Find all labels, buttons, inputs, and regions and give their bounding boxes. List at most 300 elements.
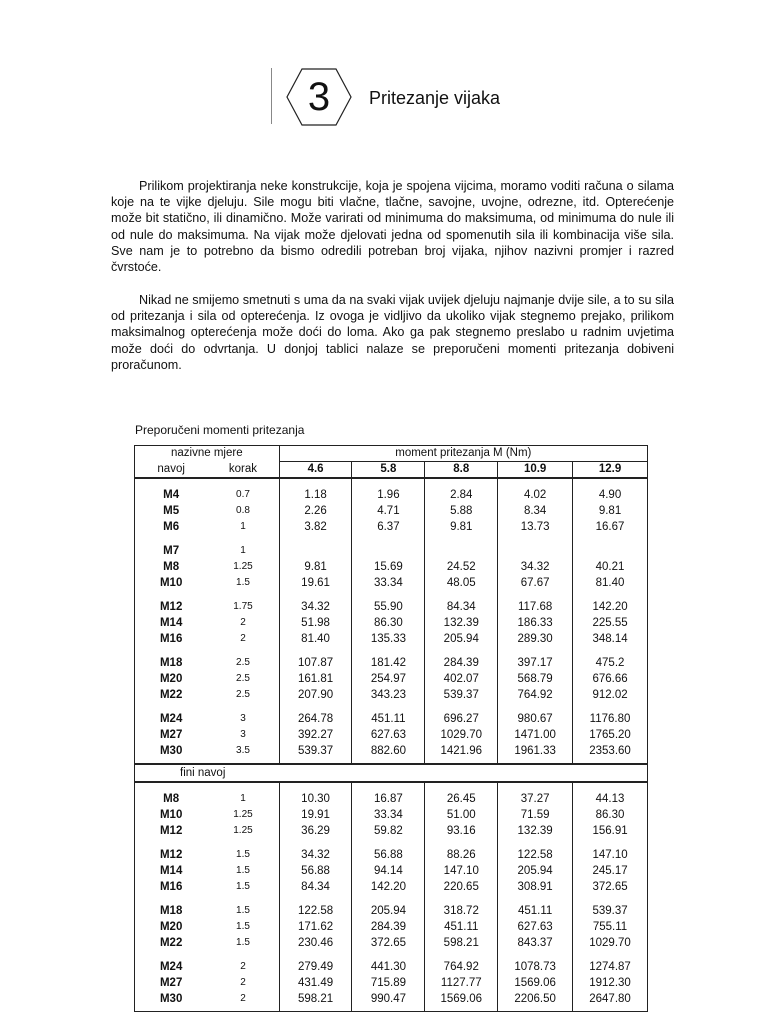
- torque-value: 181.42: [352, 655, 425, 671]
- thread-pitch: 1: [240, 545, 246, 556]
- torque-value: 4.02: [498, 487, 573, 503]
- gap-cell: [279, 1007, 352, 1012]
- thread-pitch: 1.5: [236, 905, 250, 916]
- torque-value: 94.14: [352, 863, 425, 879]
- torque-value: 696.27: [425, 711, 498, 727]
- group-gap: [135, 951, 648, 959]
- torque-value: 1127.77: [425, 975, 498, 991]
- torque-value: 51.00: [425, 807, 498, 823]
- table-row: [135, 743, 648, 759]
- thread-size: M8: [163, 561, 180, 573]
- torque-value: 142.20: [352, 879, 425, 895]
- torque-value: 284.39: [352, 919, 425, 935]
- torque-value: 88.26: [425, 847, 498, 863]
- torque-value: 171.62: [279, 919, 352, 935]
- thread-size: M14: [159, 865, 183, 877]
- torque-value: 81.40: [573, 575, 648, 591]
- torque-value: 764.92: [425, 959, 498, 975]
- torque-value: 81.40: [279, 631, 352, 647]
- chapter-number: 3: [307, 75, 331, 119]
- torque-value: 36.29: [279, 823, 352, 839]
- table-row: [135, 823, 648, 839]
- table-row: [135, 863, 648, 879]
- torque-value: 1912.30: [573, 975, 648, 991]
- gap-cell: [425, 535, 498, 543]
- thread-size: M22: [159, 689, 183, 701]
- gap-cell: [425, 591, 498, 599]
- torque-value: 84.34: [425, 599, 498, 615]
- table-row: [135, 959, 648, 975]
- thread-size: M16: [159, 633, 183, 645]
- gap-cell: [573, 1007, 648, 1012]
- torque-value: 990.47: [352, 991, 425, 1007]
- thread-pitch: 1: [240, 521, 246, 532]
- table-row: [135, 903, 648, 919]
- thread-size: M18: [159, 657, 183, 669]
- gap-cell: [425, 703, 498, 711]
- thread-size: M12: [159, 849, 183, 861]
- gap-cell: [279, 535, 352, 543]
- thread-pitch: 2: [240, 633, 246, 644]
- header-class-10.9: 10.9: [498, 462, 573, 479]
- thread-pitch: 2.5: [236, 673, 250, 684]
- torque-value: 980.67: [498, 711, 573, 727]
- gap-cell: [279, 782, 352, 791]
- thread-pitch: 2: [240, 617, 246, 628]
- table-row: [135, 727, 648, 743]
- torque-value: 48.05: [425, 575, 498, 591]
- table-row: [135, 975, 648, 991]
- table-row: [135, 919, 648, 935]
- thread-pitch: 1.25: [233, 809, 253, 820]
- thread-size: M30: [159, 993, 183, 1005]
- torque-value: 1961.33: [498, 743, 573, 759]
- gap-cell: [135, 591, 208, 599]
- torque-value: 71.59: [498, 807, 573, 823]
- group-gap: [135, 478, 648, 487]
- gap-cell: [207, 951, 279, 959]
- gap-cell: [207, 478, 279, 487]
- torque-value: 245.17: [573, 863, 648, 879]
- thread-pitch: 2: [240, 977, 246, 988]
- header-divider: [271, 68, 272, 124]
- torque-value: 1078.73: [498, 959, 573, 975]
- gap-cell: [279, 591, 352, 599]
- paragraph-1: Prilikom projektiranja neke konstrukcije, koja je spojena vijcima, moramo voditi računa o silama koje na te vijke djeluju. Sile mogu biti vlačne, tlačne, savojne, uvojne, odrezne, itd. Opterećenje može bit statično, ili dinamično. Može varirati od minimuma do maksimuma, od minimuma do nule ili od nule do maksimuma. Na vijak može djelovati jedna od spomenutih sila ili kombinacija više sila. Sve nam je to potrebno da bismo odredili potreban broj vijaka, njihov nazivni promjer i razred čvrstoće.: [111, 179, 674, 275]
- gap-cell: [498, 951, 573, 959]
- header-korak: korak: [207, 462, 279, 479]
- table-row: [135, 487, 648, 503]
- torque-value: 34.32: [279, 599, 352, 615]
- thread-pitch: 2: [240, 993, 246, 1004]
- gap-cell: [352, 1007, 425, 1012]
- gap-cell: [498, 839, 573, 847]
- torque-value: 6.37: [352, 519, 425, 535]
- gap-cell: [207, 591, 279, 599]
- torque-value: [279, 543, 352, 559]
- torque-value: 55.90: [352, 599, 425, 615]
- torque-value: 843.37: [498, 935, 573, 951]
- gap-cell: [352, 782, 425, 791]
- gap-cell: [135, 703, 208, 711]
- torque-value: 4.90: [573, 487, 648, 503]
- torque-value: 33.34: [352, 575, 425, 591]
- gap-cell: [573, 647, 648, 655]
- gap-cell: [425, 647, 498, 655]
- gap-cell: [135, 478, 208, 487]
- gap-cell: [498, 895, 573, 903]
- thread-pitch: 1.75: [233, 601, 253, 612]
- table-row: [135, 847, 648, 863]
- torque-value: 451.11: [352, 711, 425, 727]
- thread-pitch: 2.5: [236, 657, 250, 668]
- thread-size: M10: [159, 577, 183, 589]
- group-gap: [135, 895, 648, 903]
- torque-value: 86.30: [352, 615, 425, 631]
- thread-size: M20: [159, 921, 183, 933]
- gap-cell: [498, 647, 573, 655]
- gap-cell: [207, 647, 279, 655]
- torque-value: 1.18: [279, 487, 352, 503]
- torque-value: 10.30: [279, 791, 352, 807]
- table-row: [135, 519, 648, 535]
- thread-size: M7: [163, 545, 180, 557]
- table-row: [135, 711, 648, 727]
- thread-pitch: 1.25: [233, 825, 253, 836]
- table-row: [135, 807, 648, 823]
- torque-value: 220.65: [425, 879, 498, 895]
- torque-value: 230.46: [279, 935, 352, 951]
- gap-cell: [352, 647, 425, 655]
- torque-value: 2206.50: [498, 991, 573, 1007]
- thread-size: M20: [159, 673, 183, 685]
- table-row: [135, 671, 648, 687]
- thread-pitch: 2.5: [236, 689, 250, 700]
- thread-size: M27: [159, 977, 183, 989]
- gap-cell: [425, 895, 498, 903]
- thread-size: M4: [163, 489, 180, 501]
- torque-value: 132.39: [498, 823, 573, 839]
- torque-value: 1274.87: [573, 959, 648, 975]
- torque-value: 475.2: [573, 655, 648, 671]
- torque-value: 2353.60: [573, 743, 648, 759]
- gap-cell: [352, 895, 425, 903]
- torque-value: 598.21: [279, 991, 352, 1007]
- gap-cell: [573, 478, 648, 487]
- table-row: [135, 543, 648, 559]
- gap-cell: [352, 703, 425, 711]
- thread-pitch: 1.5: [236, 881, 250, 892]
- torque-value: 308.91: [498, 879, 573, 895]
- torque-value: 279.49: [279, 959, 352, 975]
- thread-pitch: 2: [240, 961, 246, 972]
- thread-pitch: 1.25: [233, 561, 253, 572]
- gap-cell: [573, 951, 648, 959]
- gap-cell: [279, 703, 352, 711]
- torque-value: 56.88: [352, 847, 425, 863]
- thread-size: M27: [159, 729, 183, 741]
- torque-value: 397.17: [498, 655, 573, 671]
- thread-pitch: 1.5: [236, 577, 250, 588]
- torque-value: 392.27: [279, 727, 352, 743]
- thread-pitch: 1: [240, 793, 246, 804]
- torque-value: 16.87: [352, 791, 425, 807]
- gap-cell: [207, 703, 279, 711]
- torque-value: 4.71: [352, 503, 425, 519]
- torque-value: 289.30: [498, 631, 573, 647]
- chapter-header: [271, 68, 671, 126]
- thread-size: M5: [163, 505, 180, 517]
- table-caption: Preporučeni momenti pritezanja: [135, 423, 305, 437]
- thread-pitch: 0.8: [236, 505, 250, 516]
- torque-value: [573, 543, 648, 559]
- table-row: [135, 791, 648, 807]
- torque-value: 1.96: [352, 487, 425, 503]
- torque-value: 207.90: [279, 687, 352, 703]
- torque-value: [498, 543, 573, 559]
- gap-cell: [207, 1007, 279, 1012]
- torque-value: 135.33: [352, 631, 425, 647]
- thread-size: M10: [159, 809, 183, 821]
- thread-pitch: 1.5: [236, 921, 250, 932]
- gap-cell: [207, 782, 279, 791]
- torque-value: 107.87: [279, 655, 352, 671]
- chapter-title: Pritezanje vijaka: [369, 88, 501, 108]
- thread-pitch: 1.5: [236, 849, 250, 860]
- torque-value: 539.37: [425, 687, 498, 703]
- torque-value: 24.52: [425, 559, 498, 575]
- group-gap: [135, 703, 648, 711]
- torque-value: 205.94: [425, 631, 498, 647]
- torque-value: 9.81: [425, 519, 498, 535]
- gap-cell: [352, 839, 425, 847]
- table-row: [135, 655, 648, 671]
- torque-value: 254.97: [352, 671, 425, 687]
- header-moment-pritezanja: moment pritezanja M (Nm): [279, 446, 647, 462]
- group-gap: [135, 647, 648, 655]
- torque-value: 205.94: [352, 903, 425, 919]
- thread-size: M6: [163, 521, 180, 533]
- gap-cell: [425, 951, 498, 959]
- torque-value: 19.61: [279, 575, 352, 591]
- torque-value: 1421.96: [425, 743, 498, 759]
- thread-size: M24: [159, 961, 183, 973]
- table-row: [135, 575, 648, 591]
- torque-value: 5.88: [425, 503, 498, 519]
- fine-thread-label: fini navoj: [135, 764, 648, 782]
- gap-cell: [425, 478, 498, 487]
- torque-value: 431.49: [279, 975, 352, 991]
- torque-value: 13.73: [498, 519, 573, 535]
- gap-cell: [498, 478, 573, 487]
- gap-cell: [135, 839, 208, 847]
- gap-cell: [207, 535, 279, 543]
- header-class-4.6: 4.6: [279, 462, 352, 479]
- torque-value: 122.58: [279, 903, 352, 919]
- torque-value: 1471.00: [498, 727, 573, 743]
- gap-cell: [573, 591, 648, 599]
- torque-value: 122.58: [498, 847, 573, 863]
- header-class-8.8: 8.8: [425, 462, 498, 479]
- torque-table: [134, 445, 648, 1012]
- torque-value: 142.20: [573, 599, 648, 615]
- gap-cell: [279, 478, 352, 487]
- torque-value: 186.33: [498, 615, 573, 631]
- gap-cell: [135, 1007, 208, 1012]
- gap-cell: [279, 895, 352, 903]
- thread-size: M12: [159, 825, 183, 837]
- torque-value: 264.78: [279, 711, 352, 727]
- gap-cell: [573, 895, 648, 903]
- torque-value: 205.94: [498, 863, 573, 879]
- gap-cell: [352, 535, 425, 543]
- torque-value: 372.65: [573, 879, 648, 895]
- header-class-12.9: 12.9: [573, 462, 648, 479]
- torque-value: 26.45: [425, 791, 498, 807]
- torque-value: 16.67: [573, 519, 648, 535]
- gap-cell: [573, 839, 648, 847]
- torque-value: 676.66: [573, 671, 648, 687]
- thread-size: M24: [159, 713, 183, 725]
- torque-value: 539.37: [279, 743, 352, 759]
- thread-pitch: 1.5: [236, 865, 250, 876]
- gap-cell: [135, 647, 208, 655]
- torque-value: 2.84: [425, 487, 498, 503]
- torque-value: 93.16: [425, 823, 498, 839]
- torque-value: [425, 543, 498, 559]
- torque-value: 225.55: [573, 615, 648, 631]
- torque-value: 451.11: [425, 919, 498, 935]
- torque-value: 59.82: [352, 823, 425, 839]
- thread-pitch: 3: [240, 713, 246, 724]
- torque-value: 86.30: [573, 807, 648, 823]
- torque-value: [352, 543, 425, 559]
- torque-value: 912.02: [573, 687, 648, 703]
- table-row: [135, 559, 648, 575]
- thread-size: M14: [159, 617, 183, 629]
- gap-cell: [135, 951, 208, 959]
- torque-value: 627.63: [498, 919, 573, 935]
- gap-cell: [498, 591, 573, 599]
- torque-value: 1569.06: [498, 975, 573, 991]
- gap-cell: [573, 703, 648, 711]
- gap-cell: [279, 647, 352, 655]
- torque-value: 715.89: [352, 975, 425, 991]
- torque-value: 372.65: [352, 935, 425, 951]
- torque-value: 132.39: [425, 615, 498, 631]
- torque-value: 1569.06: [425, 991, 498, 1007]
- torque-value: 56.88: [279, 863, 352, 879]
- torque-value: 1029.70: [425, 727, 498, 743]
- torque-value: 161.81: [279, 671, 352, 687]
- table-row: [135, 879, 648, 895]
- gap-cell: [352, 478, 425, 487]
- thread-pitch: 0.7: [236, 489, 250, 500]
- torque-value: 147.10: [425, 863, 498, 879]
- paragraph-2: Nikad ne smijemo smetnuti s uma da na svaki vijak uvijek djeluju najmanje dvije sile, a to su sila od pritezanja i sila od opterećenja. Iz ovoga je vidljivo da ukoliko vijak stegnemo prejako, prilikom maksimalnog opterećenja može doći do loma. Ako ga pak stegnemo preslabo u radnim uvjetima može doći do odvrtanja. U donjoj tablici nalaze se preporučeni momenti pritezanja dobiveni proračunom.: [111, 293, 674, 372]
- table-row: [135, 503, 648, 519]
- torque-value: 343.23: [352, 687, 425, 703]
- torque-value: 84.34: [279, 879, 352, 895]
- torque-value: 451.11: [498, 903, 573, 919]
- thread-size: M18: [159, 905, 183, 917]
- torque-value: 117.68: [498, 599, 573, 615]
- gap-cell: [207, 895, 279, 903]
- torque-value: 67.67: [498, 575, 573, 591]
- thread-pitch: 3: [240, 729, 246, 740]
- thread-pitch: 1.5: [236, 937, 250, 948]
- torque-value: 40.21: [573, 559, 648, 575]
- torque-value: 34.32: [279, 847, 352, 863]
- table-row: [135, 615, 648, 631]
- gap-cell: [425, 839, 498, 847]
- thread-size: M30: [159, 745, 183, 757]
- group-gap: [135, 782, 648, 791]
- torque-value: 1176.80: [573, 711, 648, 727]
- header-nazivne-mjere: nazivne mjere: [171, 447, 243, 460]
- torque-value: 44.13: [573, 791, 648, 807]
- group-gap: [135, 535, 648, 543]
- group-gap: [135, 591, 648, 599]
- thread-pitch: 3.5: [236, 745, 250, 756]
- torque-value: 1765.20: [573, 727, 648, 743]
- torque-value: 8.34: [498, 503, 573, 519]
- torque-value: 51.98: [279, 615, 352, 631]
- table-row: [135, 687, 648, 703]
- gap-cell: [498, 782, 573, 791]
- torque-value: 318.72: [425, 903, 498, 919]
- thread-size: M8: [163, 793, 180, 805]
- torque-value: 9.81: [573, 503, 648, 519]
- torque-value: 2647.80: [573, 991, 648, 1007]
- gap-cell: [207, 839, 279, 847]
- torque-value: 3.82: [279, 519, 352, 535]
- table-row: [135, 631, 648, 647]
- torque-value: 755.11: [573, 919, 648, 935]
- gap-cell: [352, 591, 425, 599]
- torque-value: 627.63: [352, 727, 425, 743]
- gap-cell: [425, 1007, 498, 1012]
- gap-cell: [425, 782, 498, 791]
- torque-value: 34.32: [498, 559, 573, 575]
- gap-cell: [279, 951, 352, 959]
- thread-size: M16: [159, 881, 183, 893]
- gap-cell: [573, 535, 648, 543]
- gap-cell: [498, 535, 573, 543]
- torque-value: 33.34: [352, 807, 425, 823]
- torque-value: 764.92: [498, 687, 573, 703]
- thread-size: M12: [159, 601, 183, 613]
- torque-value: 147.10: [573, 847, 648, 863]
- group-gap: [135, 839, 648, 847]
- table-row: [135, 599, 648, 615]
- table-row: [135, 991, 648, 1007]
- gap-cell: [352, 951, 425, 959]
- torque-value: 1029.70: [573, 935, 648, 951]
- header-class-5.8: 5.8: [352, 462, 425, 479]
- gap-cell: [498, 1007, 573, 1012]
- torque-value: 9.81: [279, 559, 352, 575]
- torque-value: 882.60: [352, 743, 425, 759]
- header-navoj: navoj: [135, 462, 208, 479]
- gap-cell: [135, 782, 208, 791]
- gap-cell: [498, 703, 573, 711]
- torque-value: 15.69: [352, 559, 425, 575]
- torque-value: 441.30: [352, 959, 425, 975]
- table-row: [135, 935, 648, 951]
- torque-value: 598.21: [425, 935, 498, 951]
- torque-value: 568.79: [498, 671, 573, 687]
